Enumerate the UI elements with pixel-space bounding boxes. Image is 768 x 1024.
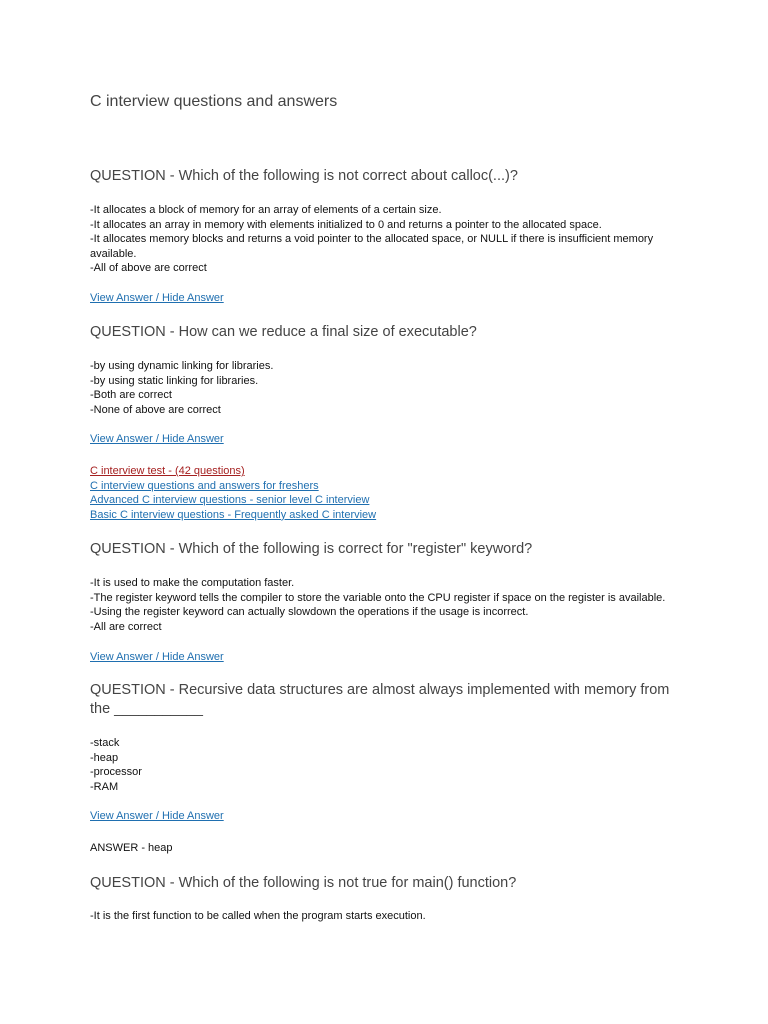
option: -None of above are correct — [90, 403, 221, 416]
option: -by using static linking for libraries. — [90, 374, 259, 387]
option: -All are correct — [90, 620, 162, 633]
option: -Using the register keyword can actually slowdown the operations if the usage is incorrect. — [90, 606, 529, 619]
option: -Both are correct — [90, 389, 172, 402]
option: -It allocates a block of memory for an array of elements of a certain size. — [90, 204, 442, 216]
question-2-options — [90, 359, 670, 417]
question-4-answer: ANSWER - heap — [90, 842, 173, 854]
question-2-title: QUESTION - How can we reduce a final size of executable? — [90, 324, 477, 340]
option: -stack — [90, 737, 120, 749]
related-link-test[interactable]: C interview test - (42 questions) — [90, 465, 245, 477]
option: -It is the first function to be called when the program starts execution. — [90, 910, 426, 922]
question-5-title: QUESTION - Which of the following is not true for main() function? — [90, 875, 517, 891]
question-1-title: QUESTION - Which of the following is not correct about calloc(...)? — [90, 168, 518, 184]
option: -by using dynamic linking for libraries. — [90, 360, 274, 372]
question-4-title: QUESTION - Recursive data structures are almost always implemented with memory from the ___________ — [90, 682, 670, 717]
question-5-options — [90, 909, 670, 924]
page-title: C interview questions and answers — [90, 93, 338, 110]
question-3-answer-toggle[interactable]: View Answer / Hide Answer — [90, 651, 224, 663]
question-3-title: QUESTION - Which of the following is correct for "register" keyword? — [90, 541, 533, 557]
related-link-advanced[interactable]: Advanced C interview questions - senior level C interview — [90, 494, 370, 507]
question-4-answer-toggle[interactable]: View Answer / Hide Answer — [90, 810, 224, 822]
related-link-freshers[interactable]: C interview questions and answers for freshers — [90, 479, 319, 492]
question-1-options — [90, 203, 670, 276]
question-2-answer-toggle[interactable]: View Answer / Hide Answer — [90, 433, 224, 445]
option: -The register keyword tells the compiler to store the variable onto the CPU register if space on the register is available. — [90, 591, 666, 604]
option: -It allocates an array in memory with elements initialized to 0 and returns a pointer to the allocated space. — [90, 218, 602, 231]
question-4-options — [90, 736, 670, 794]
question-1-answer-toggle[interactable]: View Answer / Hide Answer — [90, 292, 224, 304]
option: -processor — [90, 766, 142, 779]
question-3-options — [90, 576, 670, 634]
related-link-basic[interactable]: Basic C interview questions - Frequently asked C interview — [90, 508, 377, 521]
option: -All of above are correct — [90, 262, 207, 275]
option: -It is used to make the computation faster. — [90, 577, 295, 589]
option: -heap — [90, 751, 119, 764]
option: -It allocates memory blocks and returns a void pointer to the allocated space, or NULL if there is insufficient memory available. — [90, 233, 654, 260]
option: -RAM — [90, 780, 119, 793]
related-links — [90, 464, 670, 522]
